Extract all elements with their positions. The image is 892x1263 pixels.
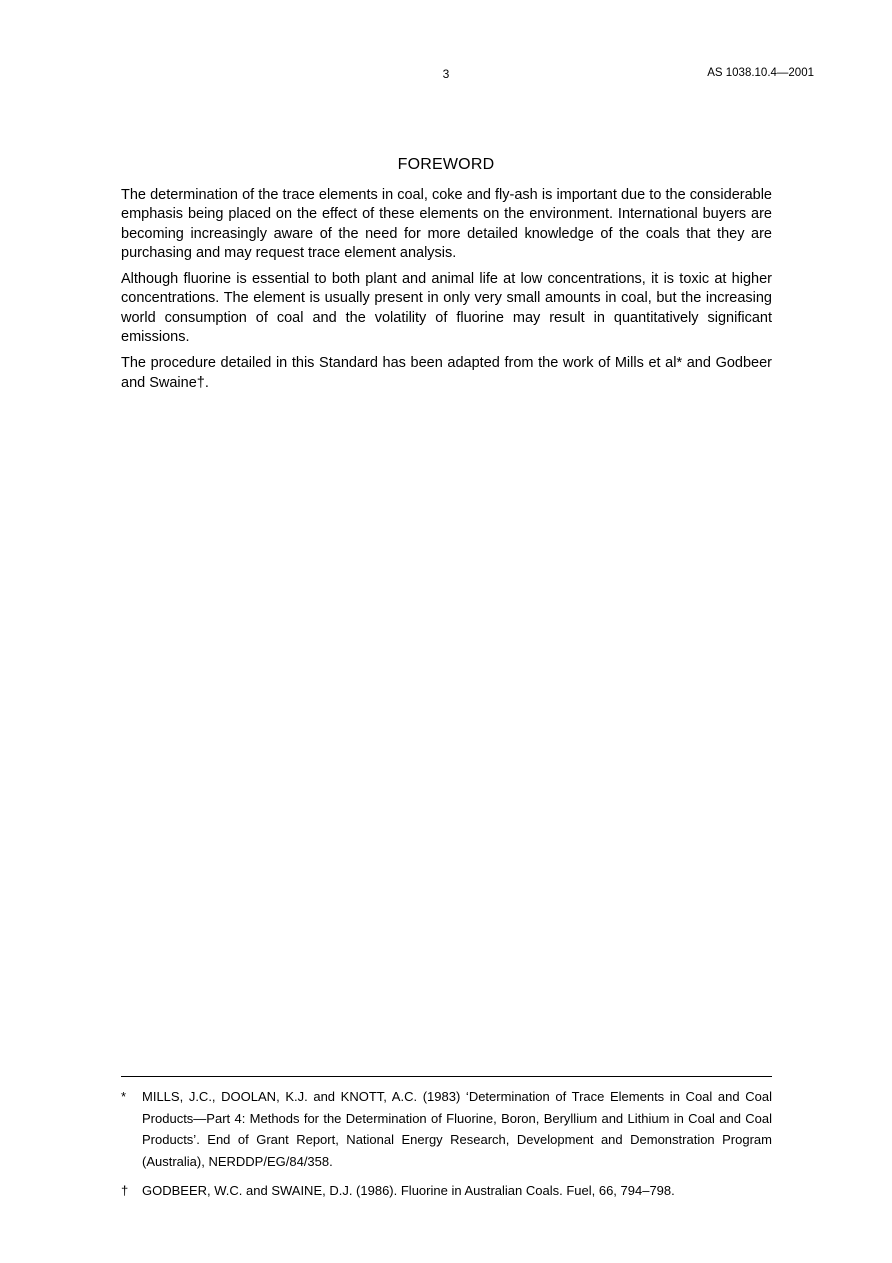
foreword-paragraph-3: The procedure detailed in this Standard has been adapted from the work of Mills et al* and Godbeer and Swaine†. (121, 355, 772, 391)
footnote-godbeer (121, 1180, 772, 1202)
document-id: AS 1038.10.4—2001 (707, 67, 814, 79)
foreword-body (121, 186, 772, 400)
page-number: 3 (442, 67, 450, 81)
footnotes (121, 1086, 772, 1210)
footnote-marker-asterisk: * (121, 1089, 127, 1104)
footnote-divider (121, 1076, 772, 1077)
footnote-text-godbeer: GODBEER, W.C. and SWAINE, D.J. (1986). Fluorine in Australian Coals. Fuel, 66, 794–798. (142, 1183, 675, 1198)
foreword-paragraph-2: Although fluorine is essential to both plant and animal life at low concentrations, it is toxic at higher concentrations. The element is usually present in only very small amounts in coal, but the increasing world consumption of coal and the volatility of fluorine may result in quantitatively significant emissions. (121, 271, 772, 346)
footnote-marker-dagger: † (121, 1183, 129, 1198)
foreword-title: FOREWORD (397, 156, 495, 173)
footnote-text-mills: MILLS, J.C., DOOLAN, K.J. and KNOTT, A.C. (1983) ‘Determination of Trace Elements in Coal and Coal Products—Part 4: Methods for the Determination of Fluorine, Boron, Beryllium and Lithium in Coal and Coal Products’. End of Grant Report, National Energy Research, Development and Demonstration Program (Australia), NERDDP/EG/84/358. (142, 1089, 772, 1169)
foreword-paragraph-1: The determination of the trace elements in coal, coke and fly-ash is important due to the considerable emphasis being placed on the effect of these elements on the environment. International buyers are becoming increasingly aware of the need for more detailed knowledge of the coals that they are purchasing and may request trace element analysis. (121, 187, 772, 261)
footnote-mills (121, 1086, 772, 1172)
